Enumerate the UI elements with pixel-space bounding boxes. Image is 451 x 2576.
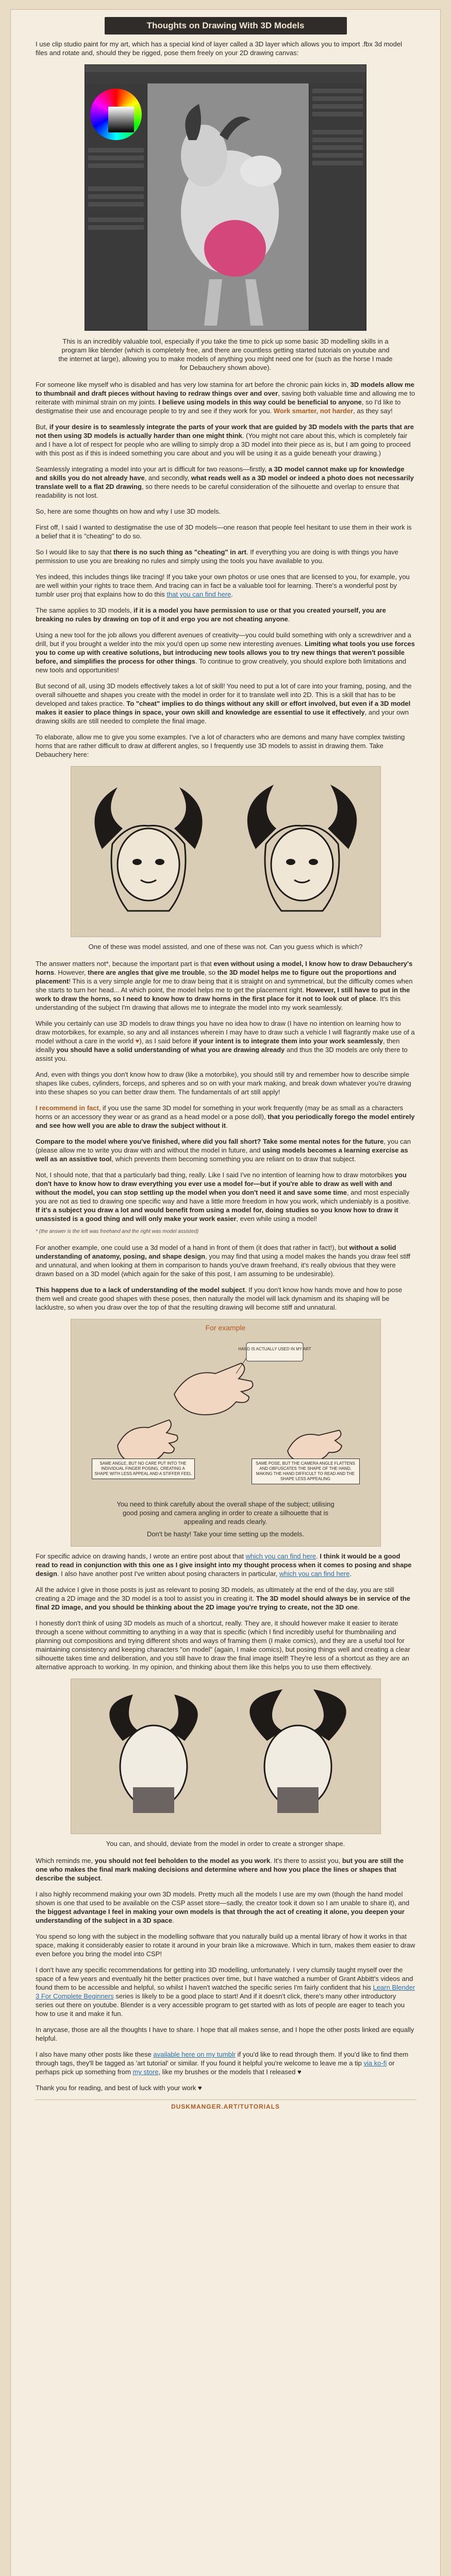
paragraph-not: Not, I should note, that that a particularly bad thing, really. Like I said I've no intention of learning how to draw motorbikes you don't have to know how to draw everything you ever use a model for—but if you're able to draw as well with and without the model, you can stop settling up the model when you don't need it and save some time, and most especially you are not as tied to drawing one specific way and have a little more freedom in how you work, which undeniably is a positive. If it's a subject you draw a lot and would benefit from using a model for, doing studies so you know how to draw it unassisted is a good thing and will only make your work easier, even while using a model! [36,1171,411,1223]
paragraph-dont: I don't have any specific recommendations for getting into 3D modelling, unfortunately. I very clumsily taught myself over the space of a few years and eventually hit the better practices over time, but I have watched a number of Grant Abbitt's videos and found them to be accessible and helpful, so whilst I haven't watched the specific series I'm fairly confident that his Learn Blender 3 For Complete Beginners series is likely to be a good place to start! And if it doesn't click, there's many other introductory series out there on youtube. Blender is a very accessible program to get started with as lots of people are eager to teach you how to use it and make it fun. [36,1966,415,2018]
app-toolbar [85,72,366,84]
blender-course-link[interactable]: Learn Blender 3 For Complete Beginners [36,1984,415,2000]
paragraph-honest: For someone like myself who is disabled and has very low stamina for art before the chronic pain kicks in, 3D models allow me to thumbnail and draft pieces without having to redraw things over and over, saving both valuable time and allowing me to reiterate with minimal strain on my joints. I believe using models in this way could be beneficial to anyone, so I'd like to destigmatise their use and encourage people to try and see if they work for you. Work smarter, not harder, as they say! [36,381,415,415]
debauchery-caption: One of these was model assisted, and one of these was not. Can you guess which is which? [88,943,363,951]
paragraph-specific: For specific advice on drawing hands, I wrote an entire post about that which you can find here. I think it would be a good read to read in conjunction with this one as I give insight into my thought process when it comes to posing and shape design. I also have another post I've written about posing characters in particular, which you can find here. [36,1552,412,1578]
paragraph-recommend-2: I also highly recommend making your own 3D models. Pretty much all the models I use are my own (though the hand model shown is one that used to be available on the CSP asset store—sadly, the creator took it down so I am unable to share it), and the biggest advantage I feel in making your own models is that through the act of creating it alone, you deepen your understanding of the subject in a 3D space. [36,1890,410,1924]
deviation-caption: You can, and should, deviate from the model in order to create a stronger shape. [106,1840,345,1848]
paragraph-but: But, if your desire is to seamlessly integrate the parts of your work that are guided by 3D models with the parts that are not then using 3D models is actually harder than one might think. (You might not care about this, which is completely fair and I have a lot of respect for people who are willing to simply drop a 3D model into their piece as is, but I am going to proceed with this post as if this is indeed something you care about and you will be using it as a guide beneath your drawing.) [36,423,414,457]
footer-divider [35,2099,416,2100]
paragraph-elaborate: To elaborate, allow me to give you some examples. I've a lot of characters who are demons and many have complex twisting horns that are rather difficult to draw at different angles, so I frequently use 3D models to assist in drawing them. Take Debauchery here: [36,733,405,758]
callout-right: SAME POSE, BUT THE CAMERA ANGLE FLATTENS AND OBFUSCATES THE SHAPE OF THE HAND, MAKING THE HAND DIFFICULT TO READ AND THE SHAPE LESS APPEALING [252,1459,360,1484]
intro-paragraph: I use clip studio paint for my art, which has a special kind of layer called a 3D layer which allows you to import .fbx 3d model files and rotate and, should they be rigged, pose them freely on your 2D drawing canvas: [36,40,403,57]
paragraph-other: I also have many other posts like these available here on my tumblr if you'd like to read through them. If you'd like to find them through tags, they'll be tagged as 'art tutorial' or similar. If you found it helpful you're welcome to leave me a tip via ko-fi or perhaps pick up something from my store, like my brushes or the models that I released ♥ [36,2050,409,2076]
page-title: Thoughts on Drawing With 3D Models [105,17,347,35]
ko-fi-link[interactable]: via ko-fi [363,2059,387,2067]
posing-post-link[interactable]: which you can find here [279,1570,350,1578]
debauchery-comparison-figure [71,766,381,937]
paragraph-all: All the advice I give in those posts is just as relevant to posing 3D models, as ultimately at the end of the day, you are still creating a 2D image and the 3D model is a tool to assist you in creating it. The 3D model should always be in service of the final 2D image, and you should be thinking about the 2D image you're trying to create, not the 3D one. [36,1586,410,1611]
paragraph-same: The same applies to 3D models, if it is a model you have permission to use or that you created yourself, you are breaking no rules by drawing on top of it and ergo you are not cheating anyone. [36,606,386,623]
screenshot-caption: This is an incredibly valuable tool, especially if you take the time to pick up some basic 3D modelling skills in a program like blender (which is completely free, and there are countless getting started tutorials on youtube and the internet at large), allowing you to make models of anything you might need one for (such as the horse I made for Debauchery shown above). [58,337,393,371]
paragraph-compare: Compare to the model where you've finished, where did you fall short? Take some mental notes for the future, you can (please allow me to write you draw with and without the model in future, and using models becomes a learning exercise as well as an assistive tool, which prevents them becoming something you are reliant on to draw that subject. [36,1138,411,1163]
paragraph-answer: The answer matters not*, because the important part is that even without using a model, I know how to draw Debauchery's horns. However, there are angles that give me trouble, so the 3D model helps me to figure out the proportions and placement! This is a very simple angle for me to draw being that it is straight on and symmetrical, but the difficulty comes when she starts to turn her head... At which point, the model helps me to get the placement right. However, I still have to put in the work to draw the horns, so I need to know how to draw horns in the first place for it not to look out of place. It's this understanding of the subject I'm drawing that allows me to integrate the model into my work seamlessly. [36,960,413,1011]
deviation-illustration [71,1679,379,1833]
heart-icon: ♥ [135,1037,140,1045]
paragraph-thanks: Thank you for reading, and best of luck with your work ♥ [36,2084,202,2092]
app-menubar [85,65,366,72]
color-panel [85,83,147,330]
paragraph-would: So I would like to say that there is no such thing as "cheating" in art. If everything you are doing is with things you have permission to use you are breaking no rules and simply using the tools you have available to you. [36,548,398,565]
color-wheel-icon [90,89,142,140]
hands-post-link[interactable]: which you can find here [245,1552,316,1560]
hand-example-caption: You need to think carefully about the overall shape of the subject; utilising good posing and camera angling in order to create a silhouette that is appealing and reads clearly. [116,1500,335,1526]
paragraph-spend: You spend so long with the subject in the modelling software that you naturally build up a mental library of how it works in that space, making it considerably easier to rotate it around in your brain like a microwave. Which in turn, makes them easier to draw even before you bring the model into CSP! [36,1933,415,1958]
horse-model-illustration [147,83,309,330]
hand-example-title: For example [205,1324,246,1332]
3d-canvas [147,83,309,330]
footnote: * (the answer is the left was freehand and the right was model assisted) [36,1229,199,1234]
paragraph-tracing: Yes indeed, this includes things like tracing! If you take your own photos or use ones that are licensed to you, for example, you are well within your rights to trace them. And tracing can in fact be a valuable tool for learning. There's a wonderful post by tumblr user proj that explains how to do this that you can find here. [36,573,410,598]
callout-top-label: HAND IS ACTUALLY USED IN MY ART [238,1347,311,1351]
paragraph-another: For another example, one could use a 3d model of a hand in front of them (it does that rather in fact!), but without a solid understanding of anatomy, posing, and shape design, you may find that using a model makes the hands you draw feel stiff and unnatural, and when looking at them in comparison to hands you've drawn freehand, it's really obvious that they were drawn based on a 3D model (which again for the sake of this post, I am assuming to be undesirable). [36,1244,411,1278]
layer-panel [309,83,366,330]
paragraph-using: Using a new tool for the job allows you different avenues of creativity—you could build something with only a screwdriver and a drill, but if you brought a welder into the mix you'd open up some new interesting avenues. Limiting what tools you use forces you to come up with creative solutions, but introducing new tools allows you to try new things that weren't possible before, and simplifies the process for other things. To continue to grow creatively, you should explore both limitations and new tools and opportunities! [36,631,415,674]
paragraph-seamless: Seamlessly integrating a model into your art is difficult for two reasons—firstly, a 3D model cannot make up for knowledge and skills you do not already have, and secondly, what reads well as a 3D model or indeed a photo does not necessarily translate well to a flat 2D drawing, so there needs to be careful consideration of the silhouette and overlap to ensure that readability is not lost. [36,465,414,499]
tumblr-link[interactable]: available here on my tumblr [153,2050,236,2058]
callout-left: SAME ANGLE, BUT NO CARE PUT INTO THE INDIVIDUAL FINGER POSING, CREATING A SHAPE WITH LESS APPEAL AND A STIFFER FEEL [92,1459,195,1479]
paragraph-because: This happens due to a lack of understanding of the model subject. If you don't know how hands move and how to pose them well and create good shapes with these poses, then naturally the model will lack dynamism and its shaping will be lacklustre, so when you draw over the top of that the resulting drawing will become stiff and unnatural. [36,1286,403,1311]
deviation-figure [71,1679,381,1834]
paragraph-anycase: In anycase, those are all the thoughts I have to share. I hope that all makes sense, and I hope the other posts linked are equally helpful. [36,2026,414,2042]
tutorial-page [10,9,441,2576]
paragraph-and: And, even with things you don't know how to draw (like a motorbike), you should still try and remember how to describe simple shapes like cubes, cylinders, forceps, and spheres and so on with your mark making, and break down whatever you're drawing into these shapes so you can better draw them. The fundamentals of art still apply! [36,1071,411,1096]
hand-example-caption-2: Don't be hasty! Take your time setting up the models. [146,1530,305,1538]
tracing-post-link[interactable]: that you can find here [166,590,231,598]
paragraph-so: So, here are some thoughts on how and why I use 3D models. [36,507,221,515]
paragraph-first: First off, I said I wanted to destigmatise the use of 3D models—one reason that people feel hesitant to use them in their work is a belief that it is "cheating" to do so. [36,523,412,540]
article-body [11,40,440,2092]
store-link[interactable]: my store [132,2068,159,2076]
debauchery-horns-illustration [71,767,379,936]
footer-brand: DUSKMANGER.ART/TUTORIALS [171,2103,280,2110]
paragraph-while: While you certainly can use 3D models to draw things you have no idea how to draw (I have no intention on learning how to draw motorbikes, for example, so any and all instances wherein I may have to draw such a vehicle I will flagrantly make use of a model without a care in the world ♥), as I said before if your intent is to integrate them into your work seamlessly, then ideally you should have a solid understanding of what you are drawing already and thus the 3D models are only there to assist you. [36,1020,415,1062]
paragraph-reminds: Which reminds me, you should not feel beholden to the model as you work. It's there to assist you, but you are still the one who makes the final mark making decisions and determine where and how you place the lines or shapes that describe the subject. [36,1857,404,1882]
paragraph-second: But second of all, using 3D models effectively takes a lot of skill! You need to put a lot of care into your framing, posing, and the overall silhouette and shapes you create with the model in order for it to translate well into 2D. This is a skill that has to be developed and takes practice. To "cheat" implies to do things without any skill or effort involved, but even if a 3D model makes it easier to place things in space, your own skill and knowledge are essential to use it effectively, and your own drawing skills are still needed to complete the final image. [36,682,412,725]
clip-studio-screenshot [85,64,366,331]
paragraph-recommend: I recommend in fact, if you use the same 3D model for something in your work frequently (may be as small as a characters horns or an accessory they wear or as grand as a head model or a pose doll), that you periodically forego the model entirely and see how well you are able to draw the subject without it. [36,1104,415,1129]
hand-example-figure [71,1319,381,1547]
paragraph-honestly: I honestly don't think of using 3D models as much of a shortcut, really. They are, it should however make it easier to iterate through a scene without committing to anything in a way that is specific (which I find incredibly useful for thumbnailing and planning out compositions and trying different shots and ways of framing them (I make comics), and they are a useful tool for maintaining consistency and keeping characters "on model" (again, I make comics), but posing things well and creating a clear silhouette takes time and deliberation, and you still have to draw the final image itself! They're less of a shortcut as they are an alternative approach to working. In my opinion, and thinking about them like this helps you to use them effectively. [36,1619,410,1671]
